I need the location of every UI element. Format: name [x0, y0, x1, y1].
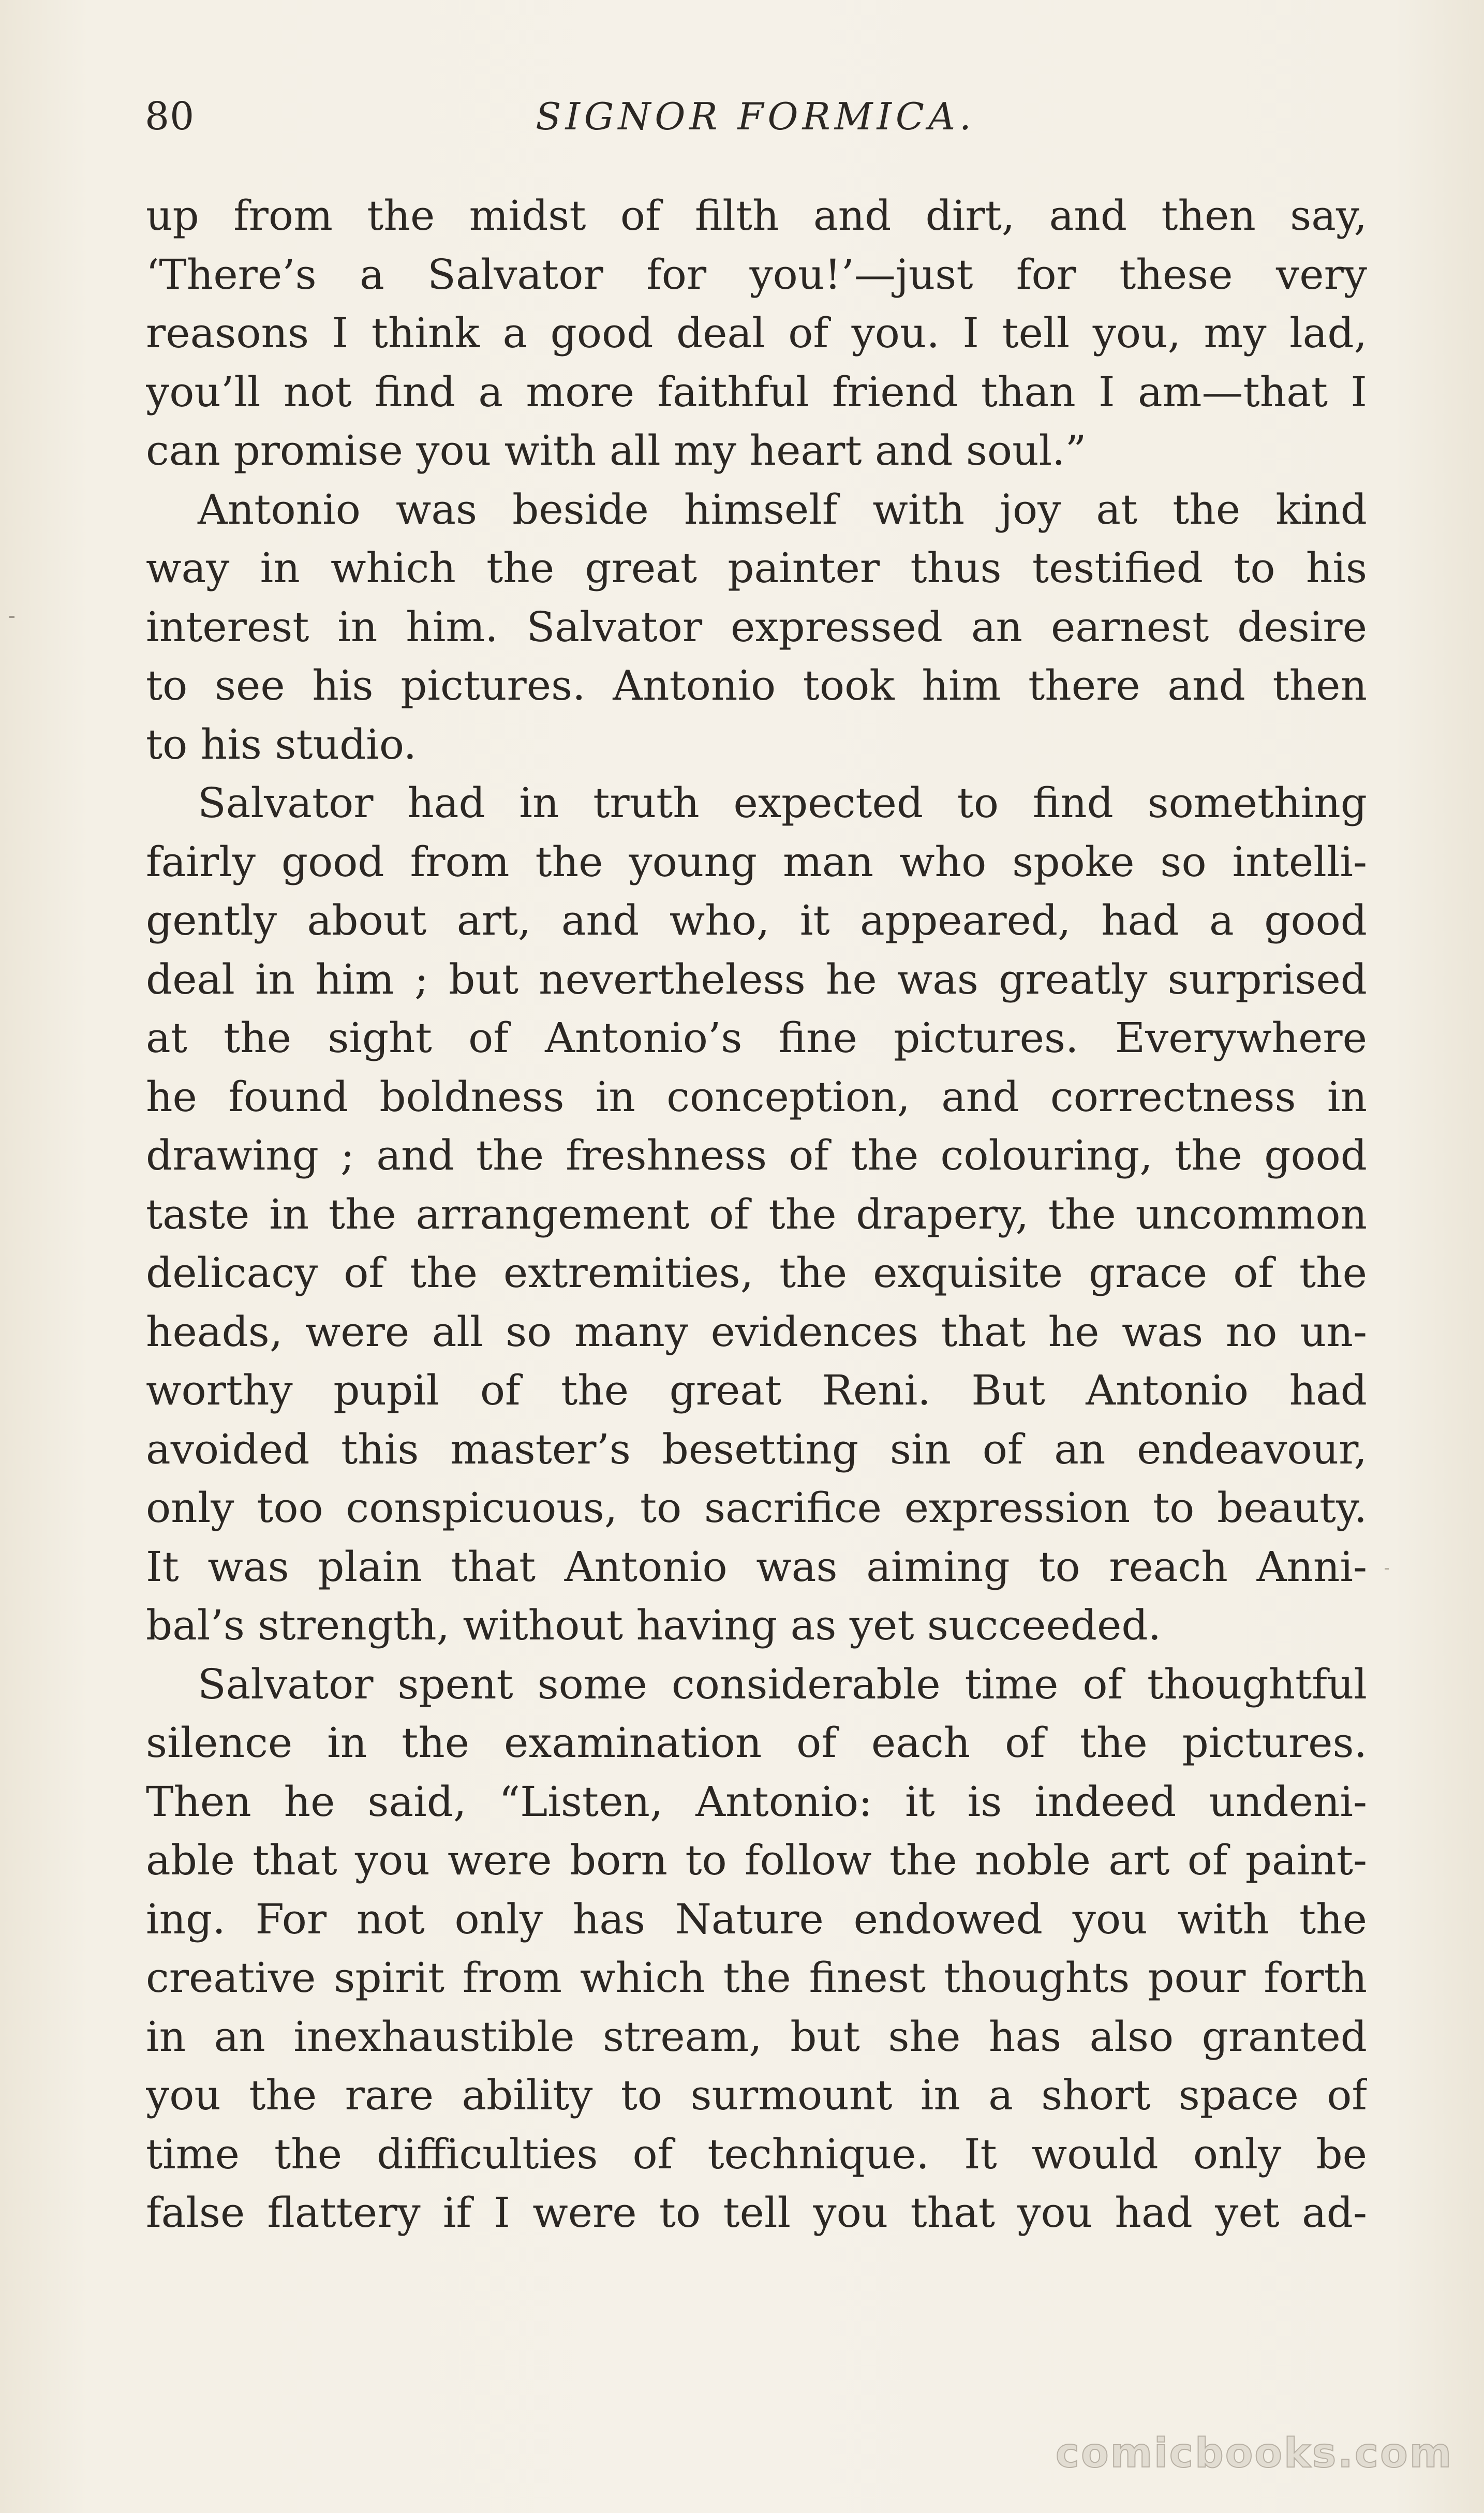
- text-line: reasons I think a good deal of you. I tell you, my lad,: [146, 309, 1367, 357]
- text-line: Salvator spent some considerable time of thoughtful: [198, 1660, 1367, 1708]
- text-line: Then he said, “Listen, Antonio: it is indeed undeni-: [146, 1777, 1367, 1826]
- body-text: [146, 186, 1367, 2242]
- text-line: to see his pictures. Antonio took him there and then: [146, 661, 1367, 709]
- text-line: deal in him ; but nevertheless he was greatly surprised: [146, 955, 1367, 1003]
- margin-mark: [9, 616, 14, 618]
- text-line: creative spirit from which the finest thoughts pour forth: [146, 1954, 1367, 2002]
- text-line: worthy pupil of the great Reni. But Antonio had: [146, 1366, 1367, 1414]
- text-line: you the rare ability to surmount in a short space of: [146, 2071, 1367, 2119]
- text-line: ‘There’s a Salvator for you!’—just for these very: [146, 250, 1367, 299]
- text-line: Salvator had in truth expected to find something: [198, 779, 1367, 827]
- text-line: time the difficulties of technique. It would only be: [146, 2130, 1367, 2178]
- text-line: bal’s strength, without having as yet succeeded.: [146, 1601, 1161, 1649]
- text-line: can promise you with all my heart and soul.”: [146, 426, 1087, 475]
- running-title: SIGNOR FORMICA.: [536, 95, 975, 138]
- text-line: way in which the great painter thus testified to his: [146, 544, 1367, 592]
- text-line: It was plain that Antonio was aiming to reach Anni-: [146, 1542, 1367, 1591]
- text-line: up from the midst of filth and dirt, and then say,: [146, 191, 1367, 240]
- page-header: [145, 88, 1366, 145]
- text-line: gently about art, and who, it appeared, had a good: [146, 896, 1367, 944]
- text-line: in an inexhaustible stream, but she has also granted: [146, 2012, 1367, 2061]
- text-line: fairly good from the young man who spoke so intelli-: [146, 837, 1367, 886]
- watermark: comicbooks.com: [1055, 2430, 1453, 2477]
- text-line: able that you were born to follow the noble art of paint-: [146, 1836, 1367, 1884]
- text-line: ing. For not only has Nature endowed you with the: [146, 1895, 1367, 1943]
- text-line: silence in the examination of each of the pictures.: [146, 1719, 1367, 1767]
- text-line: to his studio.: [146, 720, 417, 768]
- text-line: interest in him. Salvator expressed an earnest desire: [146, 602, 1367, 651]
- text-line: drawing ; and the freshness of the colouring, the good: [146, 1131, 1367, 1179]
- text-line: only too conspicuous, to sacrifice expression to beauty.: [146, 1484, 1367, 1532]
- text-line: avoided this master’s besetting sin of an endeavour,: [146, 1425, 1367, 1473]
- text-line: he found boldness in conception, and correctness in: [146, 1072, 1367, 1121]
- text-line: at the sight of Antonio’s fine pictures. Everywhere: [146, 1014, 1367, 1062]
- text-line: taste in the arrangement of the drapery, the uncommon: [146, 1190, 1367, 1238]
- text-line: false flattery if I were to tell you that you had yet ad-: [146, 2189, 1367, 2237]
- text-line: heads, were all so many evidences that he was no un-: [146, 1307, 1367, 1356]
- margin-mark: [1385, 1568, 1389, 1570]
- text-line: delicacy of the extremities, the exquisite grace of the: [146, 1249, 1367, 1297]
- text-line: Antonio was beside himself with joy at the kind: [198, 485, 1367, 534]
- page-number: 80: [145, 94, 195, 139]
- text-line: you’ll not find a more faithful friend than I am—that I: [146, 367, 1367, 416]
